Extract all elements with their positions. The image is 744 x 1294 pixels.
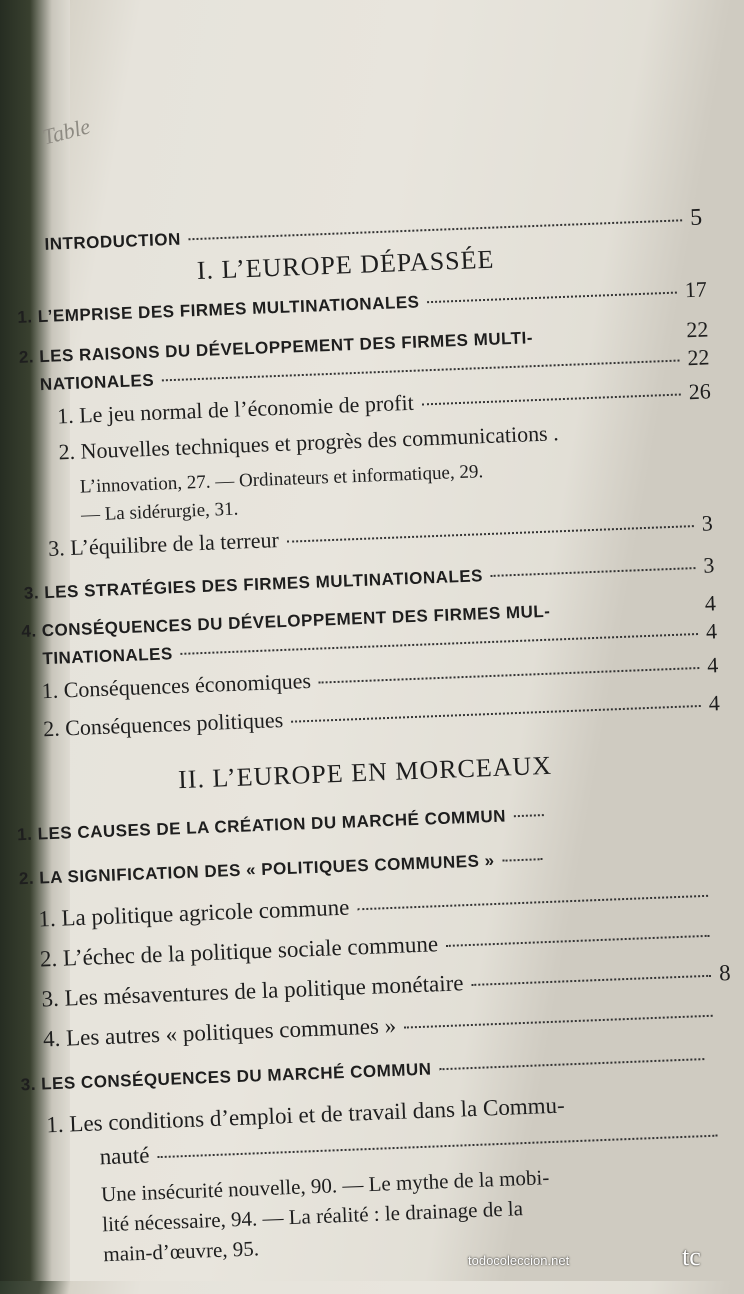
toc-label: Une insécurité nouvelle, 90. — Le mythe de la mobi-: [100, 1165, 550, 1207]
leader-dots: [162, 360, 679, 382]
toc-page: [551, 863, 565, 864]
toc-label: L’innovation, 27. — Ordinateurs et informatique, 29.: [79, 461, 484, 498]
toc-label: 3. LES CONSÉQUENCES DU MARCHÉ COMMUN: [20, 1059, 432, 1095]
toc-label: TINATIONALES: [42, 644, 174, 669]
toc-page: 26: [688, 378, 712, 405]
leader-dots: [514, 814, 544, 817]
leader-dots: [319, 667, 699, 684]
part-title-text: I. L’EUROPE DÉPASSÉE: [196, 244, 495, 285]
toc-label: 1. Les conditions d’emploi et de travail dans la Commu-: [45, 1092, 566, 1138]
toc-label: 2. Conséquences politiques: [42, 707, 284, 742]
leader-dots: [502, 858, 542, 862]
toc-page: [725, 1140, 739, 1141]
part-title-text: II. L’EUROPE EN MORCEAUX: [177, 750, 553, 795]
toc-page: [718, 940, 732, 941]
toc-page: 4: [706, 652, 719, 678]
toc-label: 3. LES STRATÉGIES DES FIRMES MULTINATIONALES: [23, 566, 484, 603]
watermark-logo-icon: tc: [682, 1242, 701, 1271]
toc-label: 4. CONSÉQUENCES DU DÉVELOPPEMENT DES FIRMES MUL-: [21, 601, 551, 641]
toc-label: NATIONALES: [39, 370, 155, 395]
toc-label: 2. LES RAISONS DU DÉVELOPPEMENT DES FIRMES MULTI-: [18, 328, 534, 367]
toc-page: 22: [685, 316, 709, 343]
toc-label: 1. La politique agricole commune: [37, 894, 350, 932]
leader-dots: [287, 525, 694, 543]
toc-label: 3. L’équilibre de la terreur: [47, 527, 280, 561]
toc-page: 4: [705, 618, 718, 644]
toc-entry: [16, 1048, 726, 1095]
toc-label: 4. Les autres « politiques communes »: [42, 1012, 397, 1052]
leader-dots: [357, 895, 708, 910]
toc-label: 2. LA SIGNIFICATION DES « POLITIQUES COMMUNES »: [18, 851, 495, 889]
toc-label: — La sidérurgie, 31.: [80, 498, 239, 526]
toc-label: 2. L’échec de la politique sociale commune: [39, 931, 439, 972]
leader-dots: [291, 705, 701, 723]
toc-page: 22: [686, 344, 710, 371]
toc-label: INTRODUCTION: [44, 229, 182, 254]
table-header: Table: [39, 113, 93, 150]
toc-page: 5: [689, 204, 703, 232]
toc-label: nauté: [99, 1142, 150, 1170]
toc-page: [721, 1020, 735, 1021]
toc-page: 3: [702, 552, 715, 578]
leader-dots: [404, 1015, 713, 1029]
leader-dots: [446, 935, 710, 947]
toc-label: 2. Nouvelles techniques et progrès des communications .: [58, 420, 560, 465]
toc-entry: [7, 798, 717, 845]
toc-page: [713, 1063, 727, 1064]
leader-dots: [439, 1058, 704, 1070]
toc-label: 1. Conséquences économiques: [41, 667, 312, 704]
leader-dots: [471, 975, 711, 986]
toc-page: 3: [701, 510, 714, 536]
leader-dots: [189, 219, 682, 240]
toc-label: 3. Les mésaventures de la politique monétaire: [41, 970, 464, 1012]
toc-label: 1. Le jeu normal de l’économie de profit: [56, 389, 415, 429]
toc-page: [552, 819, 566, 820]
toc-label: 1. L’EMPRISE DES FIRMES MULTINATIONALES: [16, 292, 420, 327]
toc-page: 4: [708, 690, 721, 716]
toc-label: 1. LES CAUSES DE LA CRÉATION DU MARCHÉ COMMUN: [16, 806, 507, 845]
toc-page: 4: [704, 590, 717, 616]
toc-page: 17: [684, 276, 708, 303]
toc-label: lité nécessaire, 94. — La réalité : le drainage de la: [101, 1196, 524, 1237]
leader-dots: [422, 394, 681, 406]
toc-page: [716, 900, 730, 901]
leader-dots: [491, 567, 696, 577]
leader-dots: [181, 633, 698, 655]
watermark-text: todocoleccion.net: [468, 1253, 570, 1268]
part-title-2: [5, 744, 726, 802]
leader-dots: [427, 292, 677, 304]
toc-page: 8: [718, 960, 732, 986]
toc-label: main-d’œuvre, 95.: [102, 1236, 260, 1267]
toc-entry: [9, 842, 719, 889]
leader-dots: [157, 1135, 717, 1159]
